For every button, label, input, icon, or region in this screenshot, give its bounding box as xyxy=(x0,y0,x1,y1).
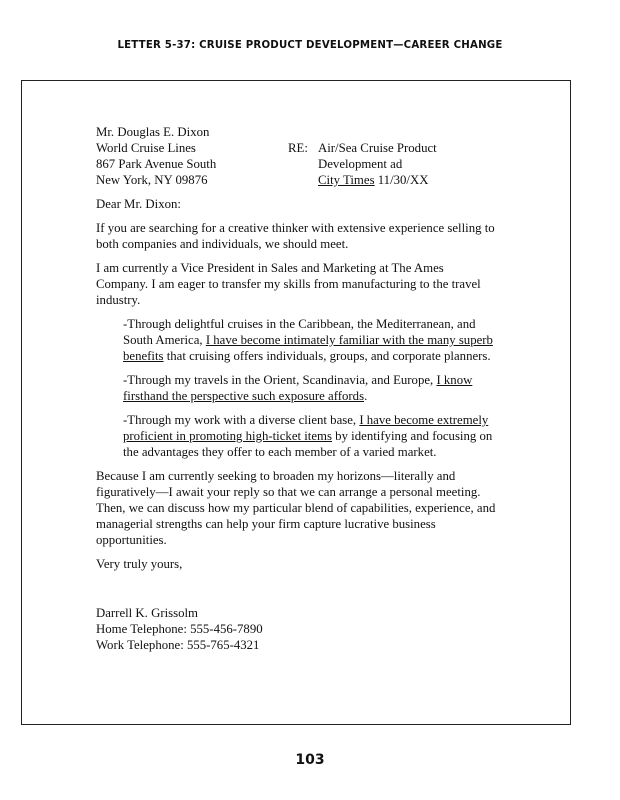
address-block xyxy=(96,124,496,188)
work-telephone: Work Telephone: 555-765-4321 xyxy=(96,638,260,652)
bullet-item: -Through delightful cruises in the Caribbean, the Mediterranean, and South America, I have become intimately familiar with the many superb benefits that cruising offers individuals, groups, and corporate planners. xyxy=(123,317,493,363)
recipient-company: World Cruise Lines xyxy=(96,141,196,155)
salutation: Dear Mr. Dixon: xyxy=(96,197,181,211)
bullet-highlight: I have become intimately familiar with the many superb benefits xyxy=(123,333,493,363)
paragraph-current-role: I am currently a Vice President in Sales and Marketing at The Ames Company. I am eager to transfer my skills from manufacturing to the travel industry. xyxy=(96,261,481,307)
page-number: 103 xyxy=(295,752,325,768)
recipient-address xyxy=(96,124,216,188)
letter-body xyxy=(96,124,496,653)
re-label: RE: xyxy=(288,141,308,155)
recipient-street: 867 Park Avenue South xyxy=(96,157,217,171)
paragraph-closing: Because I am currently seeking to broaden my horizons—literally and figuratively—I await your reply so that we can arrange a personal meeting. Then, we can discuss how my particular blend of capabilities, experience, and managerial strengths can help your firm capture lucrative business opportunities. xyxy=(96,469,496,547)
bullet-highlight: I know firsthand the perspective such exposure affords xyxy=(123,373,473,403)
home-telephone: Home Telephone: 555-456-7890 xyxy=(96,622,263,636)
paragraph-intro: If you are searching for a creative thinker with extensive experience selling to both companies and individuals, we should meet. xyxy=(96,221,495,251)
complimentary-close: Very truly yours, xyxy=(96,557,183,571)
re-line-3 xyxy=(318,172,437,188)
re-publication: City Times xyxy=(318,173,375,187)
recipient-city: New York, NY 09876 xyxy=(96,173,208,187)
signature-name: Darrell K. Grissolm xyxy=(96,606,199,620)
bullet-item: -Through my work with a diverse client base, I have become extremely proficient in promoting high-ticket items by identifying and focusing on the advantages they offer to each member of a varied market. xyxy=(123,413,493,459)
re-line-1: Air/Sea Cruise Product xyxy=(318,141,437,155)
re-reference xyxy=(318,140,437,188)
bullet-item: -Through my travels in the Orient, Scandinavia, and Europe, I know firsthand the perspective such exposure affords. xyxy=(123,373,473,403)
re-line-2: Development ad xyxy=(318,157,403,171)
re-date: 11/30/XX xyxy=(374,173,429,187)
recipient-name: Mr. Douglas E. Dixon xyxy=(96,125,210,139)
bullet-highlight: I have become extremely proficient in promoting high-ticket items xyxy=(123,413,489,443)
page-header-title: LETTER 5-37: CRUISE PRODUCT DEVELOPMENT—CAREER CHANGE xyxy=(117,40,503,51)
